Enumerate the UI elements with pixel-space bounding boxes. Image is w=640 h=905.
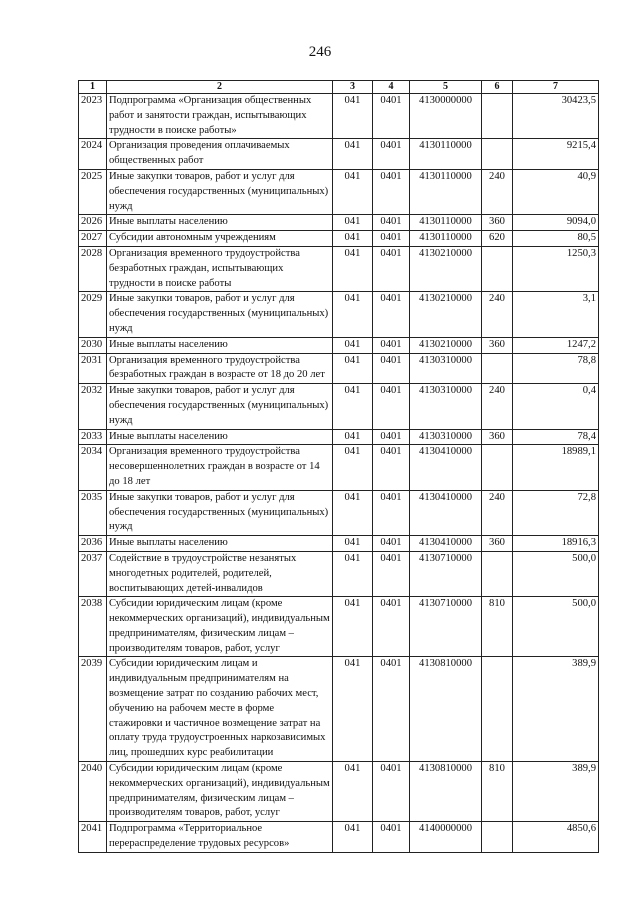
row-code-type xyxy=(482,353,513,384)
row-amount: 18989,1 xyxy=(513,445,599,490)
row-code-section: 0401 xyxy=(373,169,410,214)
row-code-section: 0401 xyxy=(373,536,410,552)
row-code-target: 4130310000 xyxy=(410,353,482,384)
row-number: 2023 xyxy=(79,94,107,139)
row-number: 2037 xyxy=(79,551,107,596)
row-code-ministry: 041 xyxy=(333,292,373,337)
row-code-target: 4130000000 xyxy=(410,94,482,139)
table-row xyxy=(79,246,599,291)
row-code-section: 0401 xyxy=(373,215,410,231)
row-amount: 80,5 xyxy=(513,231,599,247)
row-code-ministry: 041 xyxy=(333,169,373,214)
row-name: Подпрограмма «Территориальное перераспределение трудовых ресурсов» xyxy=(107,822,333,853)
row-code-target: 4130210000 xyxy=(410,292,482,337)
row-code-ministry: 041 xyxy=(333,215,373,231)
row-number: 2028 xyxy=(79,246,107,291)
row-amount: 389,9 xyxy=(513,762,599,822)
table-row xyxy=(79,292,599,337)
row-amount: 3,1 xyxy=(513,292,599,337)
row-number: 2031 xyxy=(79,353,107,384)
row-number: 2025 xyxy=(79,169,107,214)
row-code-ministry: 041 xyxy=(333,384,373,429)
row-code-section: 0401 xyxy=(373,94,410,139)
row-code-target: 4130810000 xyxy=(410,657,482,762)
row-code-ministry: 041 xyxy=(333,429,373,445)
row-amount: 500,0 xyxy=(513,597,599,657)
row-code-target: 4130210000 xyxy=(410,246,482,291)
row-code-section: 0401 xyxy=(373,445,410,490)
row-code-target: 4130110000 xyxy=(410,169,482,214)
table-body xyxy=(79,94,599,853)
row-code-ministry: 041 xyxy=(333,536,373,552)
row-code-ministry: 041 xyxy=(333,231,373,247)
table-row xyxy=(79,822,599,853)
row-code-section: 0401 xyxy=(373,429,410,445)
table-row xyxy=(79,139,599,170)
row-code-section: 0401 xyxy=(373,353,410,384)
row-amount: 18916,3 xyxy=(513,536,599,552)
table-row xyxy=(79,231,599,247)
row-number: 2033 xyxy=(79,429,107,445)
row-name: Субсидии юридическим лицам (кроме некоммерческих организаций), индивидуальным предпринимателям, физическим лицам – производителям товаров, работ, услуг xyxy=(107,597,333,657)
row-number: 2035 xyxy=(79,490,107,535)
row-amount: 9094,0 xyxy=(513,215,599,231)
row-number: 2034 xyxy=(79,445,107,490)
row-number: 2038 xyxy=(79,597,107,657)
row-name: Иные выплаты населению xyxy=(107,215,333,231)
row-code-type: 810 xyxy=(482,597,513,657)
table-row xyxy=(79,353,599,384)
header-col-2: 2 xyxy=(107,81,333,94)
row-name: Содействие в трудоустройстве незанятых многодетных родителей, родителей, воспитывающих детей-инвалидов xyxy=(107,551,333,596)
row-name: Субсидии автономным учреждениям xyxy=(107,231,333,247)
row-name: Иные закупки товаров, работ и услуг для обеспечения государственных (муниципальных) нужд xyxy=(107,169,333,214)
row-amount: 0,4 xyxy=(513,384,599,429)
row-number: 2027 xyxy=(79,231,107,247)
row-code-target: 4130710000 xyxy=(410,551,482,596)
row-code-section: 0401 xyxy=(373,762,410,822)
table-row xyxy=(79,657,599,762)
row-code-ministry: 041 xyxy=(333,657,373,762)
row-code-section: 0401 xyxy=(373,337,410,353)
table-row xyxy=(79,337,599,353)
row-amount: 1247,2 xyxy=(513,337,599,353)
row-code-ministry: 041 xyxy=(333,822,373,853)
row-code-target: 4130310000 xyxy=(410,429,482,445)
row-amount: 78,4 xyxy=(513,429,599,445)
row-code-type: 360 xyxy=(482,215,513,231)
row-number: 2040 xyxy=(79,762,107,822)
header-col-5: 5 xyxy=(410,81,482,94)
row-code-target: 4130710000 xyxy=(410,597,482,657)
table-row xyxy=(79,490,599,535)
page-number: 246 xyxy=(308,44,332,60)
row-code-ministry: 041 xyxy=(333,139,373,170)
row-name: Иные закупки товаров, работ и услуг для обеспечения государственных (муниципальных) нужд xyxy=(107,384,333,429)
table-row xyxy=(79,536,599,552)
row-code-type: 360 xyxy=(482,429,513,445)
budget-table xyxy=(78,80,599,853)
table-row xyxy=(79,445,599,490)
table-row xyxy=(79,169,599,214)
row-code-target: 4130110000 xyxy=(410,215,482,231)
row-code-ministry: 041 xyxy=(333,490,373,535)
row-code-type xyxy=(482,551,513,596)
row-number: 2029 xyxy=(79,292,107,337)
row-code-ministry: 041 xyxy=(333,597,373,657)
header-col-4: 4 xyxy=(373,81,410,94)
row-code-ministry: 041 xyxy=(333,445,373,490)
row-code-section: 0401 xyxy=(373,292,410,337)
row-name: Иные выплаты населению xyxy=(107,536,333,552)
header-col-6: 6 xyxy=(482,81,513,94)
table-row xyxy=(79,597,599,657)
row-number: 2030 xyxy=(79,337,107,353)
row-name: Иные выплаты населению xyxy=(107,429,333,445)
row-name: Субсидии юридическим лицам (кроме некоммерческих организаций), индивидуальным предпринимателям, физическим лицам – производителям товаров, работ, услуг xyxy=(107,762,333,822)
row-code-target: 4130810000 xyxy=(410,762,482,822)
row-code-section: 0401 xyxy=(373,139,410,170)
row-amount: 9215,4 xyxy=(513,139,599,170)
row-code-target: 4130410000 xyxy=(410,490,482,535)
header-col-3: 3 xyxy=(333,81,373,94)
table-row xyxy=(79,384,599,429)
row-code-section: 0401 xyxy=(373,490,410,535)
row-amount: 30423,5 xyxy=(513,94,599,139)
row-code-type: 620 xyxy=(482,231,513,247)
header-row xyxy=(79,81,599,94)
row-code-type: 240 xyxy=(482,490,513,535)
table-row xyxy=(79,215,599,231)
row-code-type xyxy=(482,139,513,170)
row-amount: 1250,3 xyxy=(513,246,599,291)
row-number: 2026 xyxy=(79,215,107,231)
row-code-type: 240 xyxy=(482,292,513,337)
row-code-section: 0401 xyxy=(373,246,410,291)
row-amount: 500,0 xyxy=(513,551,599,596)
row-name: Организация временного трудоустройства безработных граждан в возрасте от 18 до 20 лет xyxy=(107,353,333,384)
row-code-type: 240 xyxy=(482,384,513,429)
row-amount: 72,8 xyxy=(513,490,599,535)
row-code-section: 0401 xyxy=(373,657,410,762)
row-code-section: 0401 xyxy=(373,551,410,596)
row-code-target: 4140000000 xyxy=(410,822,482,853)
row-code-section: 0401 xyxy=(373,822,410,853)
row-number: 2024 xyxy=(79,139,107,170)
row-code-target: 4130310000 xyxy=(410,384,482,429)
row-name: Организация временного трудоустройства безработных граждан, испытывающих трудности в поиске работы xyxy=(107,246,333,291)
row-name: Подпрограмма «Организация общественных работ и занятости граждан, испытывающих трудности в поиске работы» xyxy=(107,94,333,139)
header-col-7: 7 xyxy=(513,81,599,94)
row-code-section: 0401 xyxy=(373,597,410,657)
row-name: Субсидии юридическим лицам и индивидуальным предпринимателям на возмещение затрат по созданию рабочих мест, обучению на рабочем месте в форме стажировки и частичное возмещение затрат на оплату труда трудоустроенных наркозависимых лиц, прошедших курс реабилитации xyxy=(107,657,333,762)
row-amount: 4850,6 xyxy=(513,822,599,853)
row-amount: 78,8 xyxy=(513,353,599,384)
row-code-section: 0401 xyxy=(373,231,410,247)
row-number: 2039 xyxy=(79,657,107,762)
row-code-type: 360 xyxy=(482,536,513,552)
row-code-type xyxy=(482,822,513,853)
row-code-type xyxy=(482,94,513,139)
row-code-target: 4130110000 xyxy=(410,139,482,170)
row-code-section: 0401 xyxy=(373,384,410,429)
row-name: Иные закупки товаров, работ и услуг для обеспечения государственных (муниципальных) нужд xyxy=(107,292,333,337)
row-code-ministry: 041 xyxy=(333,353,373,384)
table-row xyxy=(79,551,599,596)
row-name: Организация временного трудоустройства несовершеннолетних граждан в возрасте от 14 до 18 лет xyxy=(107,445,333,490)
row-number: 2036 xyxy=(79,536,107,552)
row-code-type: 360 xyxy=(482,337,513,353)
row-code-type: 240 xyxy=(482,169,513,214)
row-code-target: 4130410000 xyxy=(410,445,482,490)
table-row xyxy=(79,429,599,445)
row-amount: 40,9 xyxy=(513,169,599,214)
header-col-1: 1 xyxy=(79,81,107,94)
row-code-ministry: 041 xyxy=(333,246,373,291)
row-code-target: 4130110000 xyxy=(410,231,482,247)
table-row xyxy=(79,94,599,139)
row-code-type xyxy=(482,657,513,762)
row-amount: 389,9 xyxy=(513,657,599,762)
row-code-type xyxy=(482,445,513,490)
row-code-target: 4130210000 xyxy=(410,337,482,353)
row-code-ministry: 041 xyxy=(333,551,373,596)
row-code-target: 4130410000 xyxy=(410,536,482,552)
row-number: 2041 xyxy=(79,822,107,853)
row-name: Иные закупки товаров, работ и услуг для обеспечения государственных (муниципальных) нужд xyxy=(107,490,333,535)
row-code-type: 810 xyxy=(482,762,513,822)
row-number: 2032 xyxy=(79,384,107,429)
row-code-ministry: 041 xyxy=(333,762,373,822)
table-row xyxy=(79,762,599,822)
row-name: Организация проведения оплачиваемых общественных работ xyxy=(107,139,333,170)
row-code-ministry: 041 xyxy=(333,337,373,353)
row-name: Иные выплаты населению xyxy=(107,337,333,353)
row-code-type xyxy=(482,246,513,291)
row-code-ministry: 041 xyxy=(333,94,373,139)
